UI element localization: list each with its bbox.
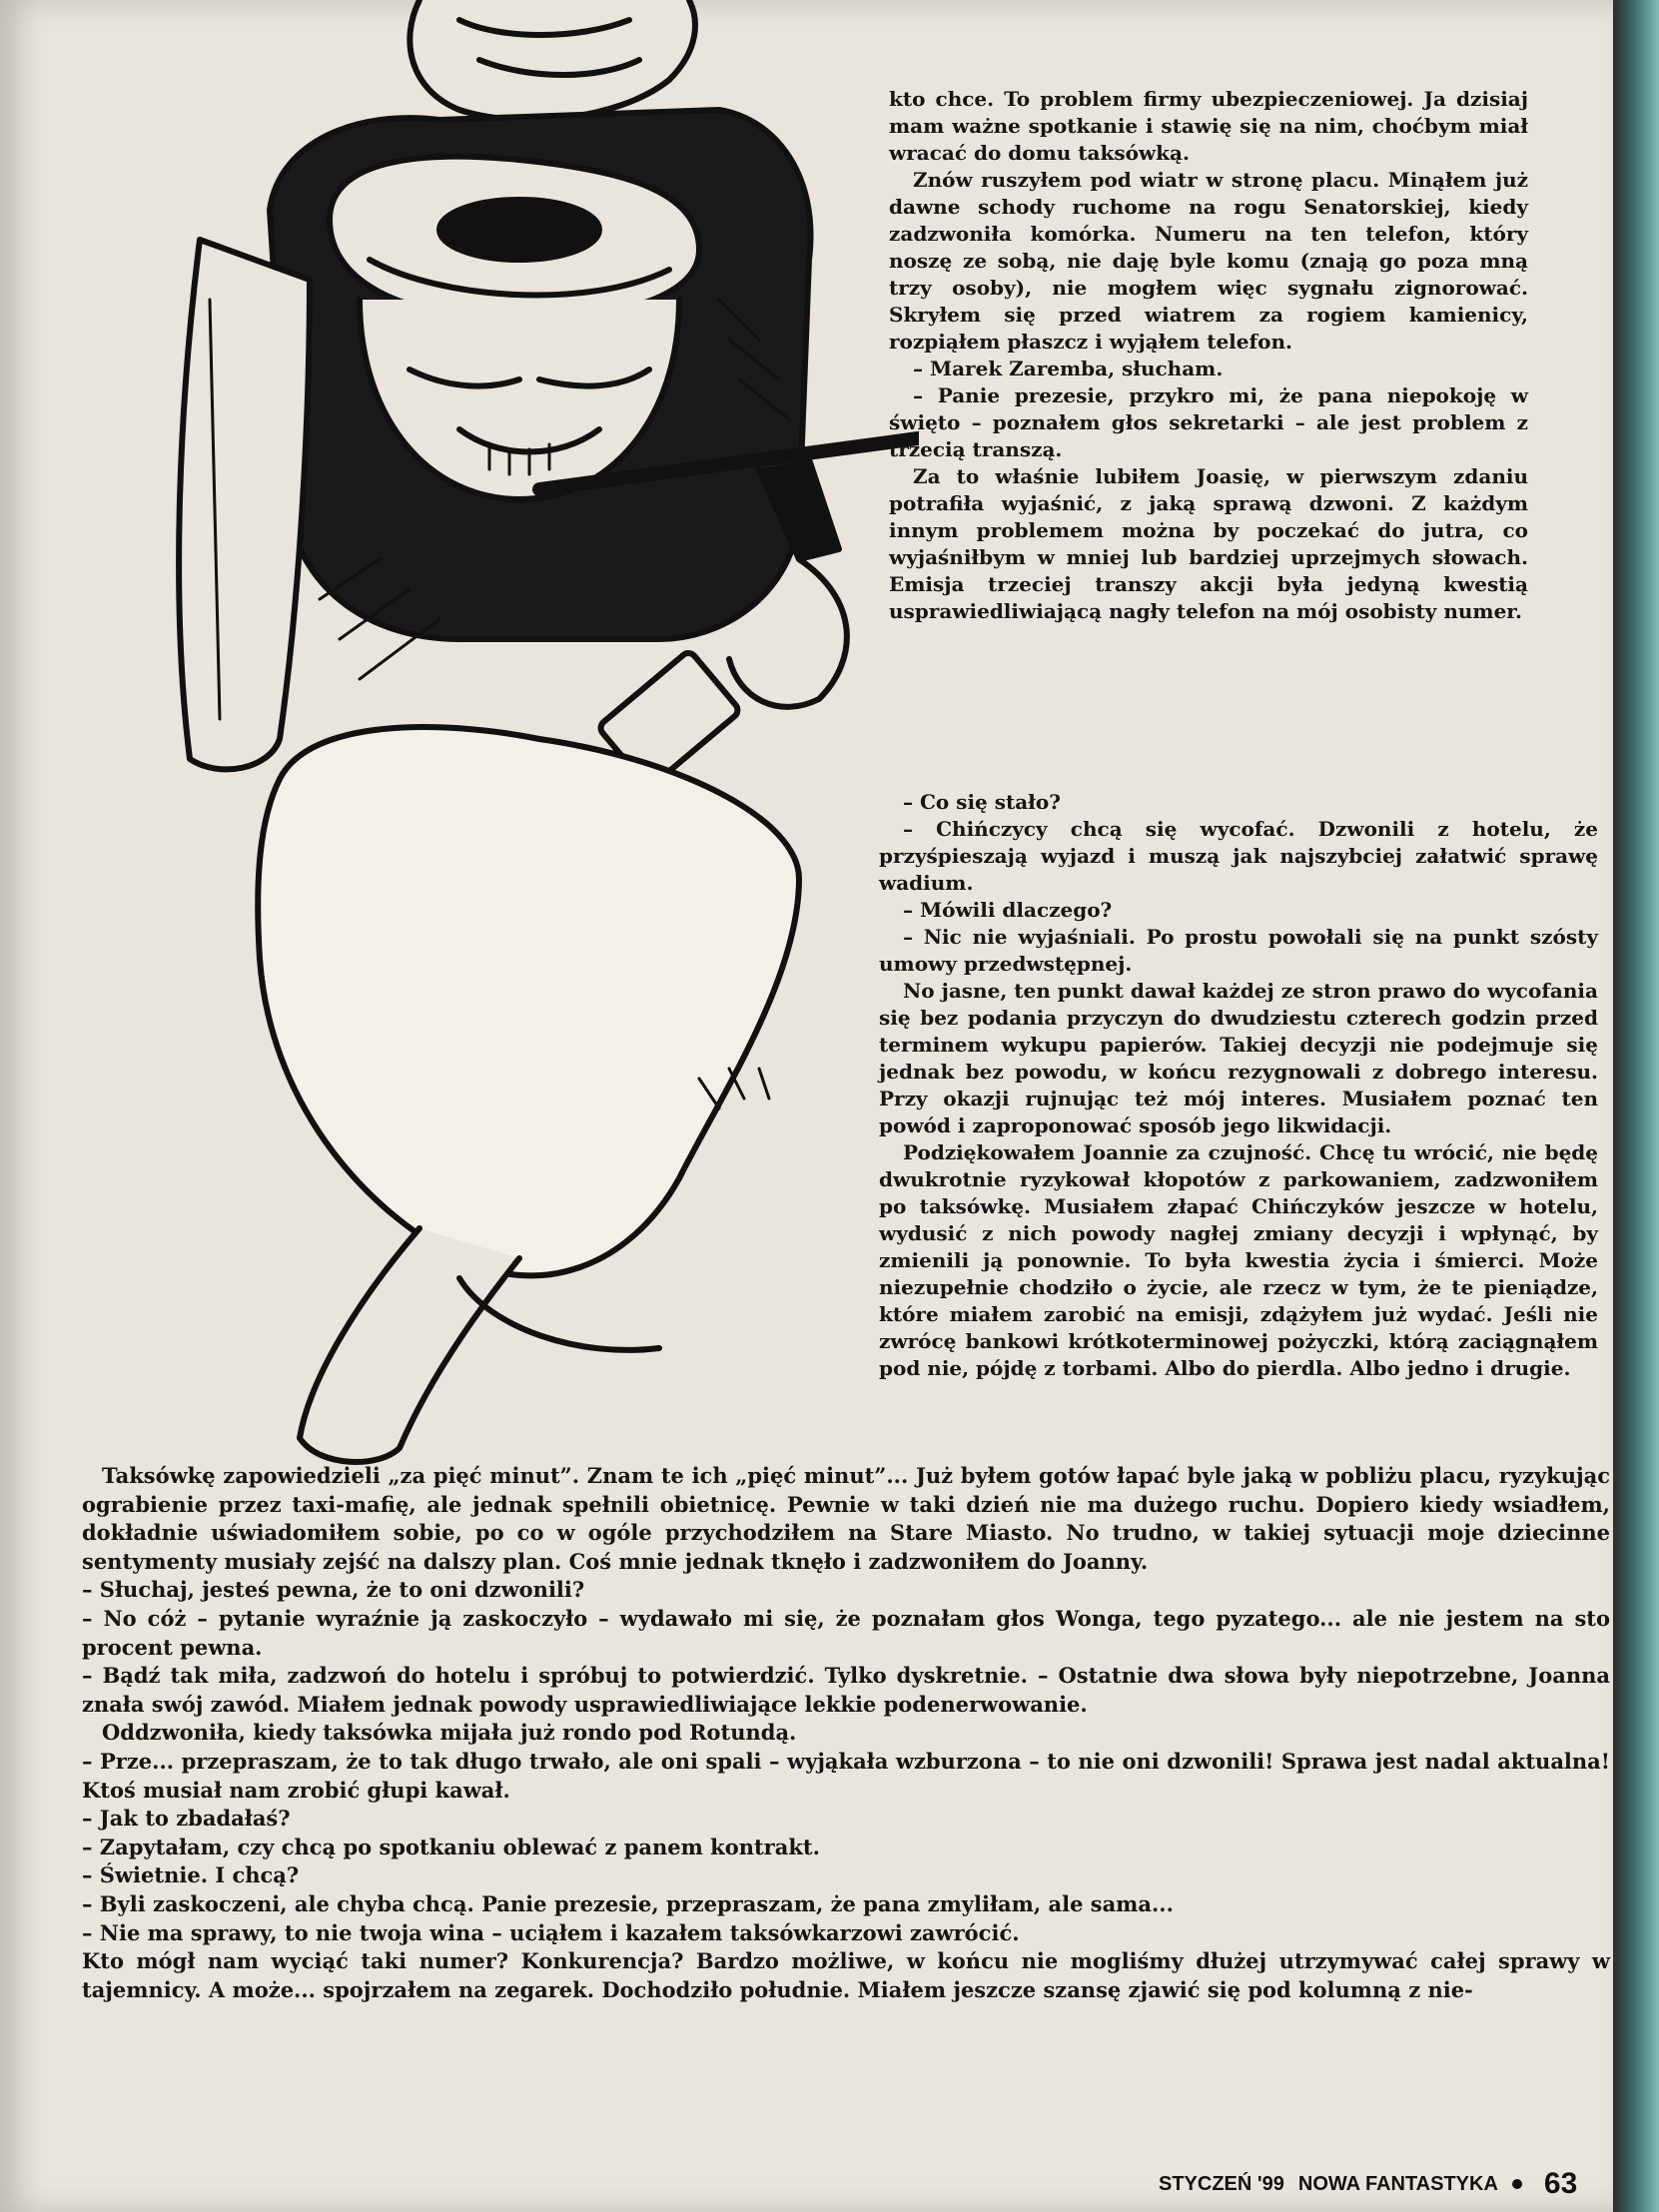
issue-label: STYCZEŃ '99 (1159, 2172, 1284, 2195)
paragraph: – Prze... przepraszam, że to tak długo trwało, ale oni spali – wyjąkała wzburzona – to nie oni dzwonili! Sprawa jest nadal aktualna! Ktoś musiał nam zrobić głupi kawał. (82, 1748, 1610, 1803)
bullet-icon (1512, 2179, 1522, 2189)
page-footer (1159, 2167, 1608, 2201)
book-edge (1613, 0, 1659, 2212)
paragraph: kto chce. To problem firmy ubezpieczeniowej. Ja dzisiaj mam ważne spotkanie i stawię się na nim, choćbym miał wracać do domu taksówką. (889, 87, 1528, 165)
paragraph: – Nic nie wyjaśniali. Po prostu powołali się na punkt szósty umowy przedwstępnej. (879, 925, 1598, 976)
page-number: 63 (1543, 2167, 1578, 2200)
text-column-upper (889, 86, 1528, 625)
paragraph: Oddzwoniła, kiedy taksówka mijała już rondo pod Rotundą. (102, 1720, 797, 1746)
paragraph: No jasne, ten punkt dawał każdej ze stron prawo do wycofania się bez podania przyczyn do dwudziestu czterech godzin przed terminem wykupu papierów. Takiej decyzji nie podejmuje się jednak bez powodu, w końcu rezygnowali z dobrego interesu. Przy okazji rujnując też mój interes. Musiałem poznać ten powód i zaproponować sposób jego likwidacji. (879, 979, 1598, 1137)
paragraph: – Świetnie. I chcą? (82, 1862, 300, 1888)
text-column-middle (879, 789, 1598, 1382)
magazine-name: NOWA FANTASTYKA (1297, 2172, 1498, 2195)
illustration-gunman (160, 0, 919, 1508)
paragraph: Znów ruszyłem pod wiatr w stronę placu. Minąłem już dawne schody ruchome na rogu Senatorskiej, kiedy zadzwoniła komórka. Numeru na ten telefon, który noszę ze sobą, nie daję byle komu (znają go poza mną trzy osoby), nie mogłem więc sygnału zignorować. Skryłem się przed wiatrem za rogiem kamienicy, rozpiąłem płaszcz i wyjąłem telefon. (889, 168, 1528, 354)
paragraph: – Panie prezesie, przykro mi, że pana niepokoję w święto – poznałem głos sekretarki – ale jest problem z trzecią transzą. (889, 383, 1528, 461)
paragraph: – Jak to zbadałaś? (82, 1806, 291, 1832)
paragraph: – Bądź tak miła, zadzwoń do hotelu i spróbuj to potwierdzić. Tylko dyskretnie. – Ostatnie dwa słowa były niepotrzebne, Joanna znała swój zawód. Miałem jednak powody usprawiedliwiające lekkie podenerwowanie. (82, 1663, 1610, 1717)
paragraph: – Słuchaj, jesteś pewna, że to oni dzwonili? (82, 1577, 585, 1603)
paragraph: – Co się stało? (903, 790, 1061, 814)
paragraph: Taksówkę zapowiedzieli „za pięć minut”. Znam te ich „pięć minut”... Już byłem gotów łapać byle jaką w pobliżu placu, ryzykując ograbienie przez taxi-mafię, ale jednak spełnili obietnicę. Pewnie w taki dzień nie ma dużego ruchu. Dopiero kiedy wsiadłem, dokładnie uświadomiłem sobie, po co w ogóle przychodziłem na Stare Miasto. No trudno, w takiej sytuacji moje dziecinne sentymenty musiały zejść na dalszy plan. Coś mnie jednak tknęło i zadzwoniłem do Joanny. (82, 1463, 1610, 1574)
paragraph: – Marek Zaremba, słucham. (913, 357, 1224, 380)
text-block-lower (82, 1462, 1610, 2004)
paragraph: Podziękowałem Joannie za czujność. Chcę tu wrócić, nie będę dwukrotnie ryzykował kłopotów z parkowaniem, zadzwoniłem po taksówkę. Musiałem złapać Chińczyków jeszcze w hotelu, wydusić z nich powody nagłej zmiany decyzji i wpłynąć, by zmienili ją ponownie. To była kwestia życia i śmierci. Może niezupełnie chodziło o życie, ale rzecz w tym, że te pieniądze, które miałem zarobić na emisji, zdążyłem już wydać. Jeśli nie zwrócę bankowi krótkoterminowej pożyczki, którą zaciągnąłem pod nie, pójdę z torbami. Albo do pierdla. Albo jedno i drugie. (879, 1140, 1598, 1380)
paragraph: – Zapytałam, czy chcą po spotkaniu oblewać z panem kontrakt. (82, 1834, 820, 1859)
paragraph: – No cóż – pytanie wyraźnie ją zaskoczyło – wydawało mi się, że poznałam głos Wonga, tego pyzatego... ale nie jestem na sto procent pewna. (82, 1605, 1610, 1660)
paragraph: – Nie ma sprawy, to nie twoja wina – uciąłem i kazałem taksówkarzowi zawrócić. (82, 1919, 1020, 1945)
paragraph: Kto mógł nam wyciąć taki numer? Konkurencja? Bardzo możliwe, w końcu nie mogliśmy dłużej utrzymywać całej sprawy w tajemnicy. A może... spojrzałem na zegarek. Dochodziło południe. Miałem jeszcze szansę zjawić się pod kolumną z nie- (82, 1948, 1610, 2002)
paragraph: – Mówili dlaczego? (903, 898, 1113, 922)
paragraph: – Chińczycy chcą się wycofać. Dzwonili z hotelu, że przyśpieszają wyjazd i muszą jak najszybciej załatwić sprawę wadium. (879, 817, 1598, 895)
paragraph: Za to właśnie lubiłem Joasię, w pierwszym zdaniu potrafiła wyjaśnić, z jaką sprawą dzwoni. Z każdym innym problemem można by poczekać do jutra, co wyjaśniłbym w mniej lub bardziej uprzejmych słowach. Emisja trzeciej transzy akcji była jedyną kwestią usprawiedliwiającą nagły telefon na mój osobisty numer. (889, 464, 1528, 623)
paragraph: – Byli zaskoczeni, ale chyba chcą. Panie prezesie, przepraszam, że pana zmyliłam, ale sama... (82, 1890, 1174, 1916)
